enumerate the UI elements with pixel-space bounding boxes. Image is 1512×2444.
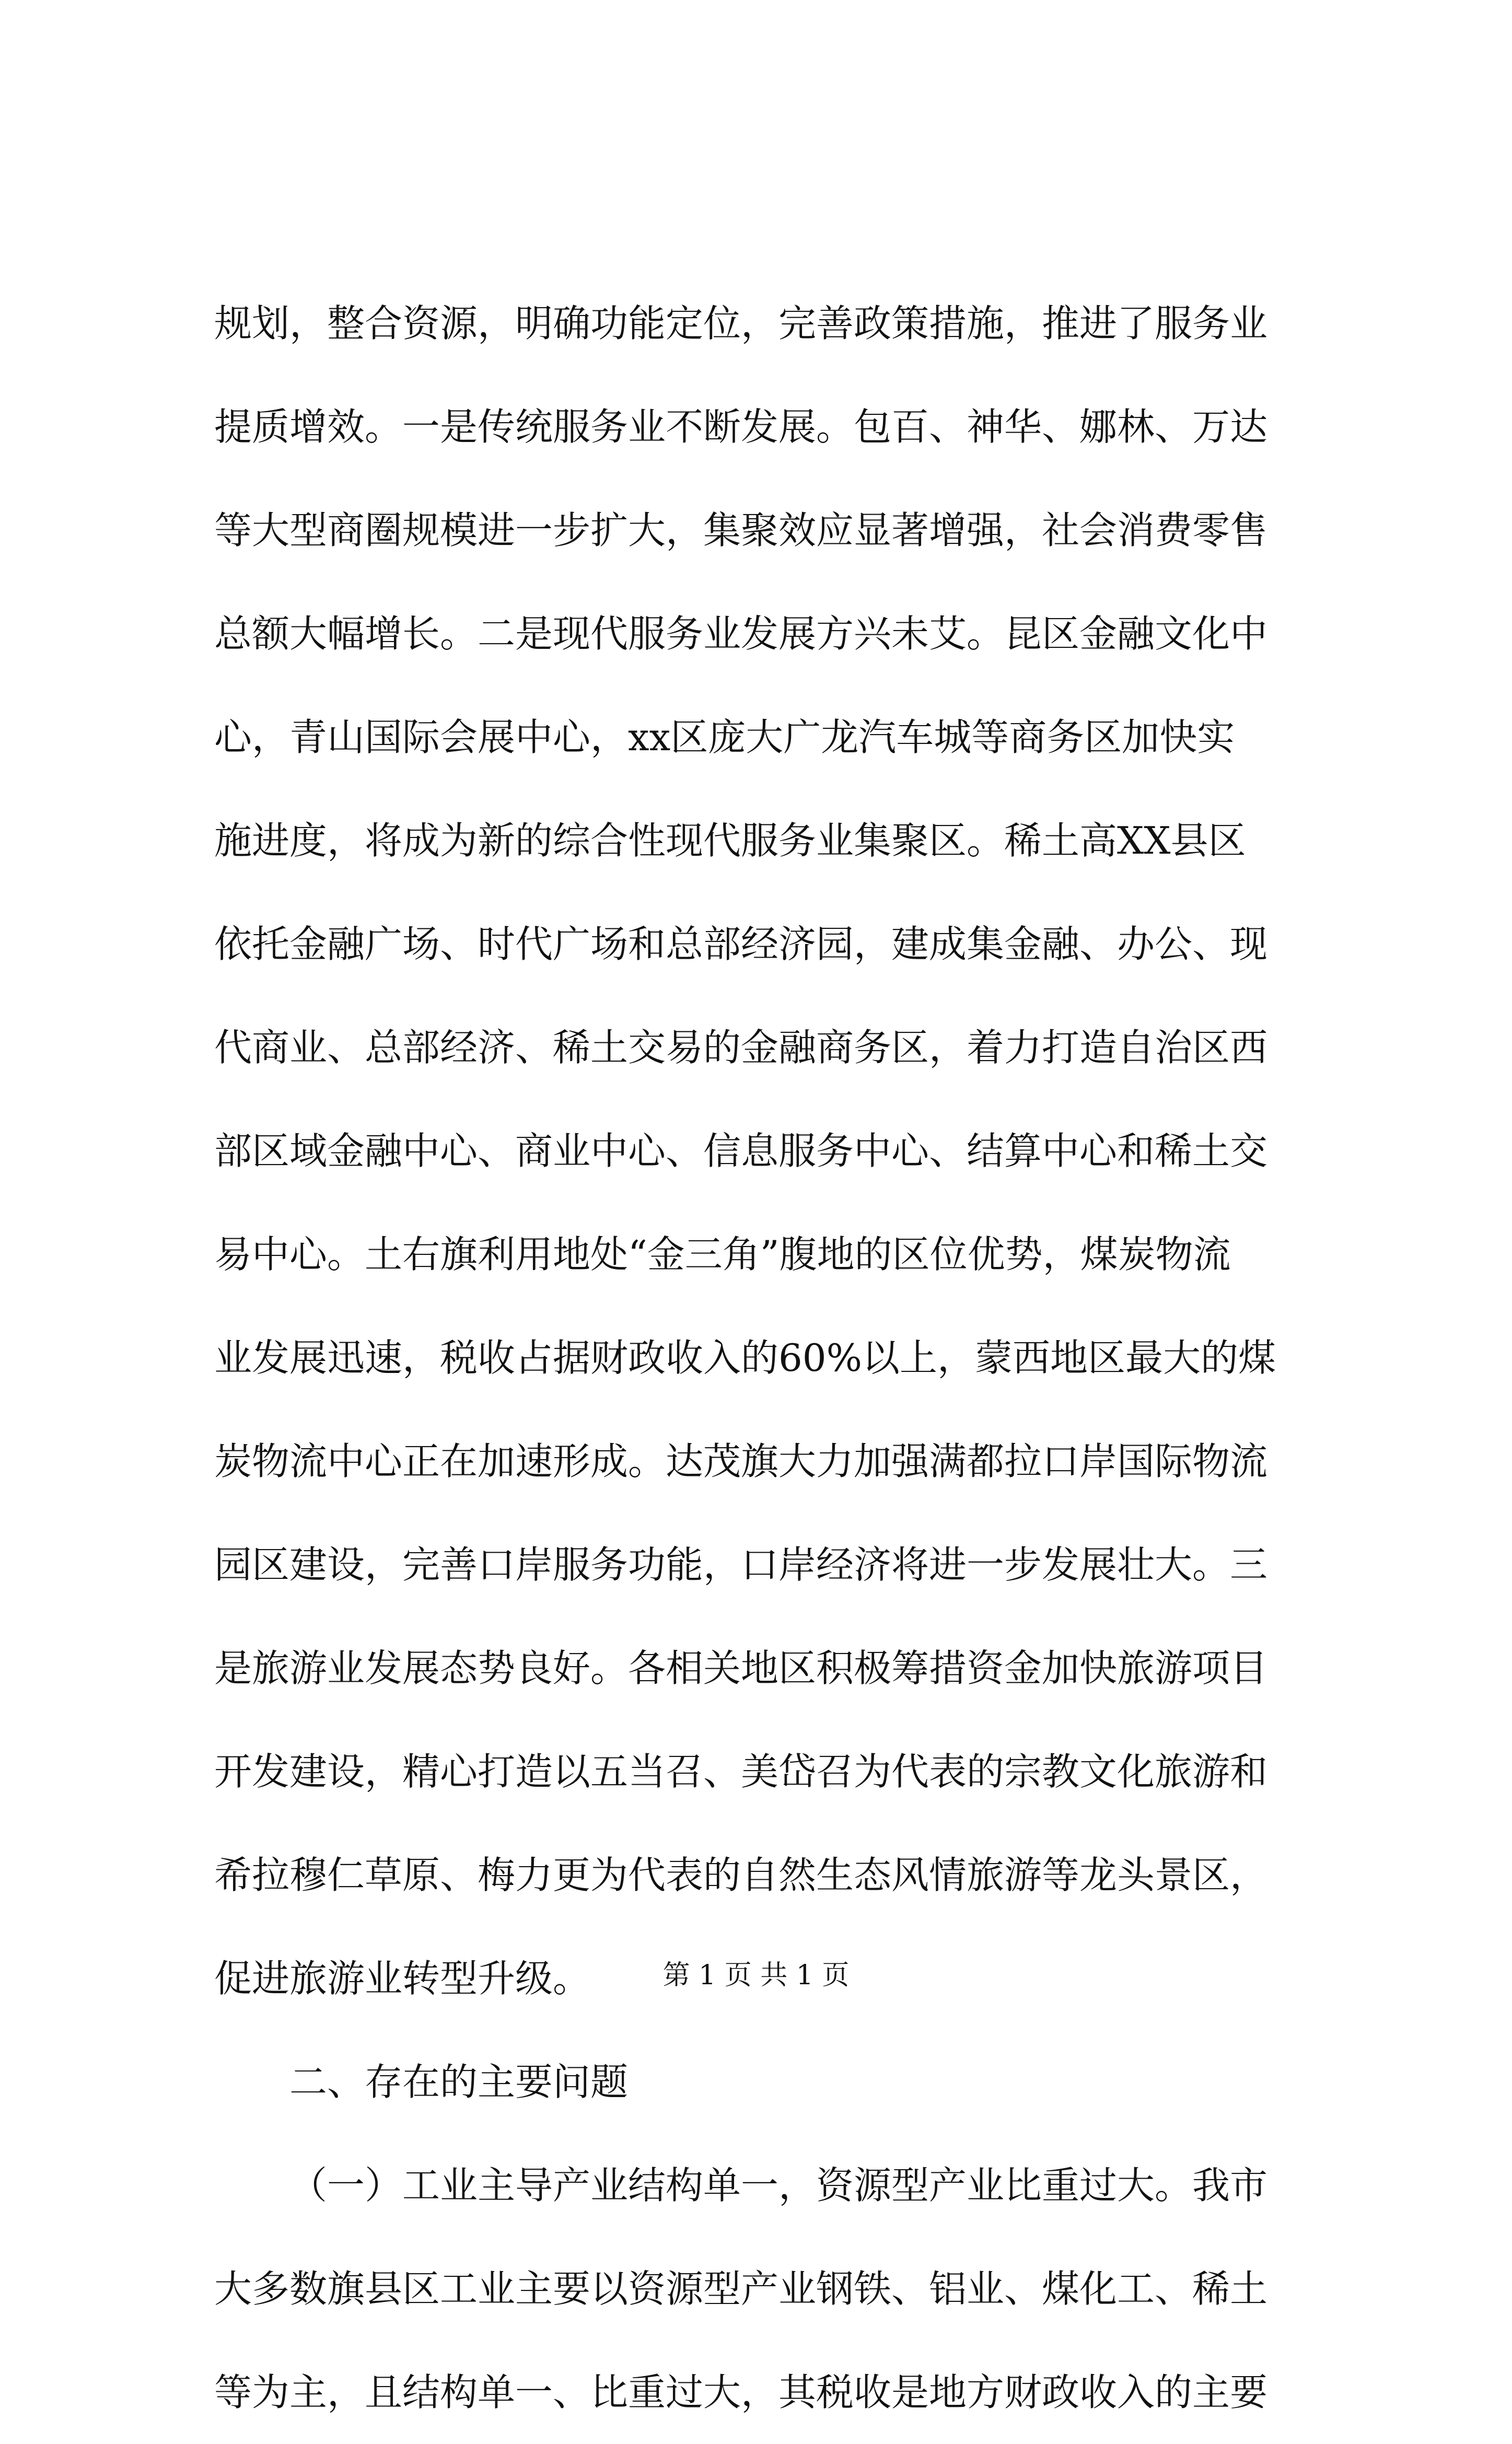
text-line: 提质增效。一是传统服务业不断发展。包百、神华、娜林、万达 — [214, 405, 1268, 449]
text-line: 代商业、总部经济、稀土交易的金融商务区，着力打造自治区西 — [214, 1026, 1268, 1069]
text-line: 依托金融广场、时代广场和总部经济园，建成集金融、办公、现 — [214, 922, 1268, 966]
text-line: 等大型商圈规模进一步扩大，集聚效应显著增强，社会消费零售 — [214, 508, 1268, 552]
text-line: 等为主，且结构单一、比重过大，其税收是地方财政收入的主要 — [214, 2370, 1268, 2414]
text-line: 园区建设，完善口岸服务功能，口岸经济将进一步发展壮大。三 — [214, 1543, 1268, 1587]
page-footer: 第 1 页 共 1 页 — [662, 1960, 850, 1991]
text-line: 大多数旗县区工业主要以资源型产业钢铁、铝业、煤化工、稀土 — [214, 2267, 1268, 2311]
text-line: （一）工业主导产业结构单一，资源型产业比重过大。我市 — [289, 2163, 1268, 2207]
text-line: 规划，整合资源，明确功能定位，完善政策措施，推进了服务业 — [214, 301, 1268, 345]
text-line: 部区域金融中心、商业中心、信息服务中心、结算中心和稀土交 — [214, 1129, 1268, 1173]
text-line: 促进旅游业转型升级。 — [214, 1957, 591, 2000]
text-line: 炭物流中心正在加速形成。达茂旗大力加强满都拉口岸国际物流 — [214, 1439, 1268, 1483]
text-line: 心，青山国际会展中心，xx区庞大广龙汽车城等商务区加快实 — [214, 715, 1235, 759]
text-line: 施进度，将成为新的综合性现代服务业集聚区。稀土高XX县区 — [214, 819, 1246, 863]
text-line: 易中心。土右旗利用地处“金三角”腹地的区位优势，煤炭物流 — [214, 1232, 1231, 1276]
section-heading: 二、存在的主要问题 — [289, 2060, 629, 2104]
text-line: 希拉穆仁草原、梅力更为代表的自然生态风情旅游等龙头景区， — [214, 1853, 1268, 1897]
text-line: 开发建设，精心打造以五当召、美岱召为代表的宗教文化旅游和 — [214, 1750, 1268, 1794]
text-line: 总额大幅增长。二是现代服务业发展方兴未艾。昆区金融文化中 — [214, 612, 1268, 656]
text-line: 业发展迅速，税收占据财政收入的60%以上，蒙西地区最大的煤 — [214, 1336, 1276, 1380]
body-text — [214, 272, 1311, 2444]
text-line: 是旅游业发展态势良好。各相关地区积极筹措资金加快旅游项目 — [214, 1646, 1268, 1690]
